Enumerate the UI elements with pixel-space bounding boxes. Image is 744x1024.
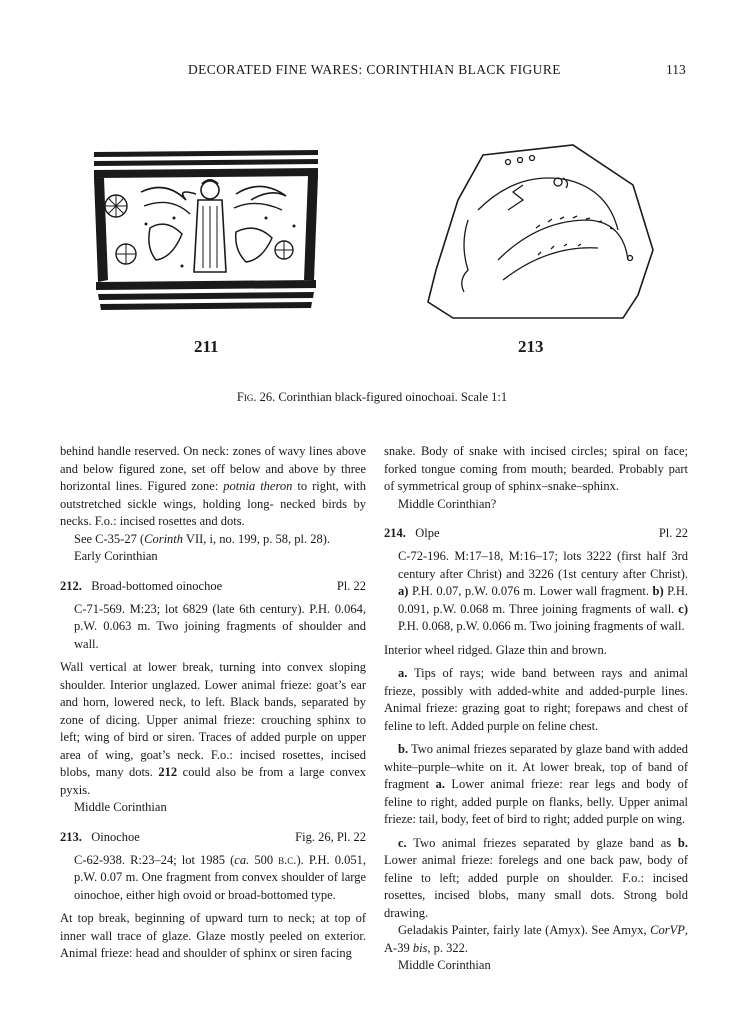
entry-213-continued: snake. Body of snake with incised circles; spiral on face; forked tongue coming from mouth; bearded. Probably part of symmetrical group of sphinx–snake–sphinx. [384,444,688,493]
entry-214-heading: 214. Olpe Pl. 22 [384,526,688,540]
entry-213-description: At top break, beginning of upward turn to neck; at top of inner wall trace of glaze. Glaze mostly peeled on exterior. Animal frieze: head and shoulder of sphinx or siren facing [60,911,366,960]
base-line-1 [96,280,316,290]
entry-214-period: Middle Corinthian [398,958,491,972]
figured-zone [105,180,296,272]
running-title: DECORATED FINE WARES: CORINTHIAN BLACK FIGURE [188,62,561,77]
entry-212-description: Wall vertical at lower break, turning into convex sloping shoulder. Interior unglazed. Lower animal frieze: goat’s ear and horn, lowered neck, to left. Black bands, separated by zone of dicing. Upper animal frieze: crouching sphinx to left; wing of bird or siren. Traces of added purple on upper area of wing, goat’s neck. F.o.: incised rosettes, incised blobs, many dots. 212 could also be from a large convex pyxis. [60,660,366,797]
caption-text: Corinthian black-figured oinochoai. Scale 1:1 [278,390,508,404]
right-border [304,176,318,280]
left-column [60,443,366,963]
left-border [94,178,108,282]
entry-214-fragment-b: b. Two animal friezes separated by glaze band with added white–purple–white on it. At lower break, top of band of fragment a. Lower animal frieze: rear legs and body of feline to right, added purple on flanks, belly. Upper animal frieze: tail, body, feet of bird to right; added purple on wing. [384,742,688,826]
base-line-2 [98,292,314,300]
base-line-3 [100,302,312,310]
entry-214-painter: Geladakis Painter, fairly late (Amyx). See Amyx, CorVP, A-39 bis, p. 322. [384,923,688,955]
entry-214-fragment-a: a. Tips of rays; wide band between rays and animal frieze, possibly with added-white and added-purple lines. Animal frieze: grazing goat to right; forepaws and chest of feline to left. Added purple on feline chest. [384,666,688,733]
entry-212-period: Middle Corinthian [74,800,167,814]
forked-tongue [508,185,523,210]
neck-line-3 [94,168,318,178]
entry-212-specs: C-71-569. M:23; lot 6829 (late 6th century). P.H. 0.064, p.W. 0.063 m. Two joining fragments of shoulder and wall. [74,601,366,651]
entry-213-heading: 213. Oinochoe Fig. 26, Pl. 22 [60,829,366,844]
period-early-corinthian: Early Corinthian [74,549,158,563]
figure-label-213: 213 [518,337,544,356]
sphinx-face [462,220,468,292]
fragment-outline [428,145,653,318]
figure-caption [0,390,744,405]
entry-214-fragment-c: c. Two animal friezes separated by glaze band as b. Lower animal frieze: forelegs and one back paw, body of feline to left; added purple on shoulder. F.o.: incised rosettes, incised blobs, many small dots. Strong bold drawing. [384,835,688,920]
entry-213-period: Middle Corinthian? [398,496,497,511]
entry-214-interior: Interior wheel ridged. Glaze thin and brown. [384,642,607,657]
figure-label-211: 211 [194,337,219,356]
page-number: 113 [666,62,686,77]
figure-213-drawing [408,130,658,330]
snake-body [498,220,628,260]
see-reference: See C-35-27 (Corinth VII, i, no. 199, p. 58, pl. 28). [74,531,331,546]
entry-212-heading: 212. Broad-bottomed oinochoe Pl. 22 [60,578,366,593]
right-column [384,443,688,975]
caption-prefix: Fig. 26. [236,390,276,404]
entry-214-specs: C-72-196. M:17–18, M:16–17; lots 3222 (first half 3rd century after Christ) and 3226 (1st century after Christ). a) P.H. 0.07, p.W. 0.076 m. Lower wall fragment. b) P.H. 0.091, p.W. 0.068 m. Three joining fragments of wall. c) P.H. 0.068, p.W. 0.066 m. Two joining fragments of wall. [398,549,689,633]
figure-211-drawing [86,148,326,328]
entry-213-specs: C-62-938. R:23–24; lot 1985 (ca. 500 b.c.). P.H. 0.051, p.W. 0.07 m. One fragment from convex shoulder of large oinochoe, either high ovoid or broad-bottomed type. [74,852,366,902]
sphinx-contour [478,178,618,230]
potnia-theron-term: potnia theron [223,479,293,493]
neck-line-1 [94,150,318,157]
continued-paragraph: behind handle reserved. On neck: zones of wavy lines above and below figured zone, set off below and above by three horizontal lines. Figured zone: potnia theron to right, with outstretched sickle wings, holding long- necked birds by necks. F.o.: incised rosettes and dots. [60,444,367,528]
neck-line-2 [94,159,318,166]
